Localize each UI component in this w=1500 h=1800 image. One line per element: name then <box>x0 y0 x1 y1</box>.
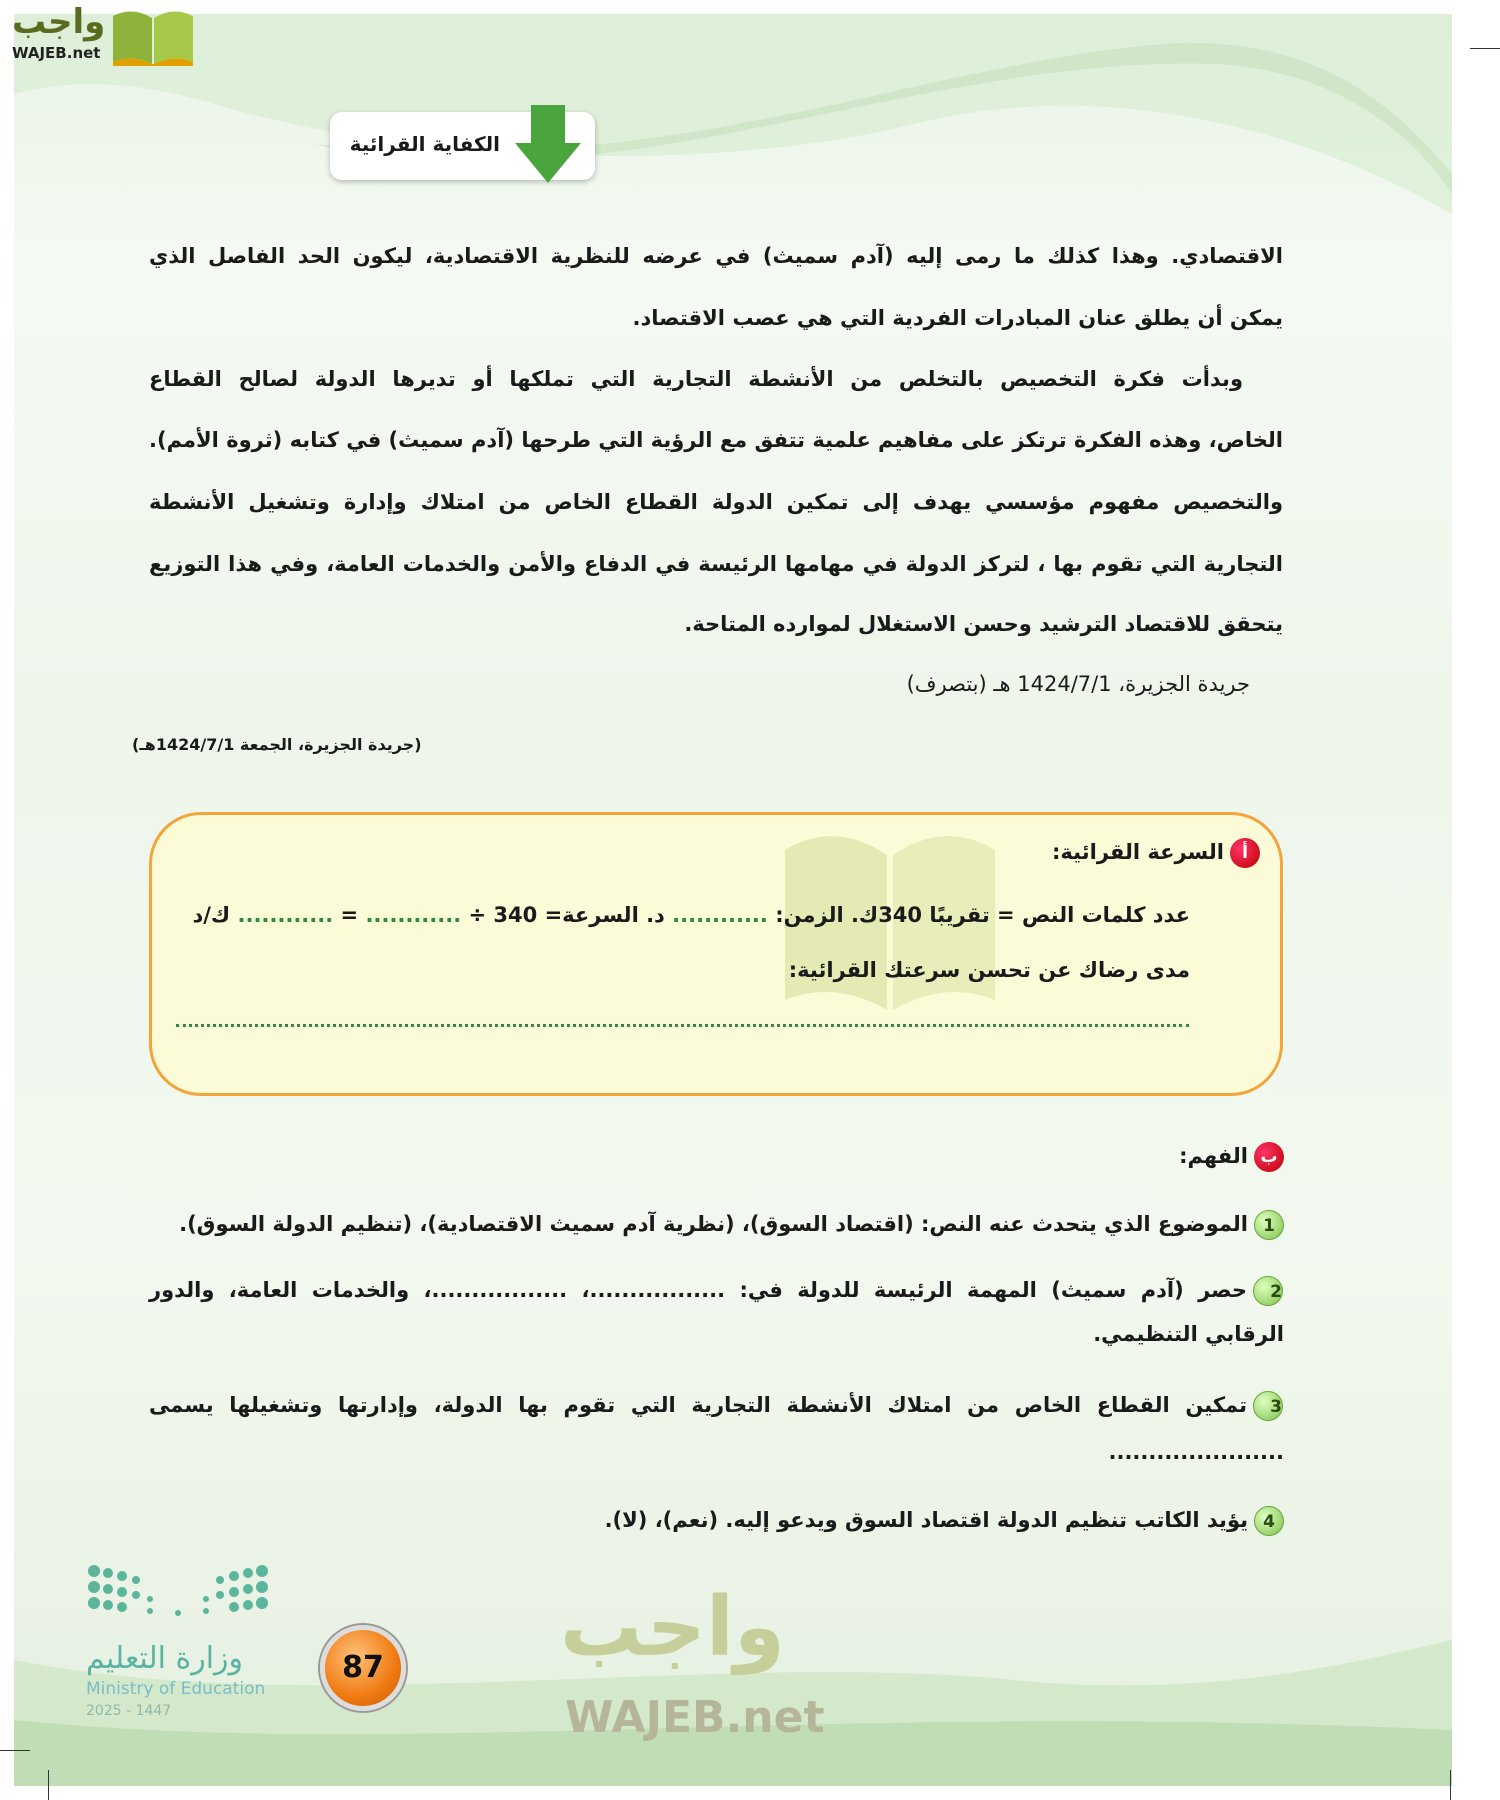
badge-a: أ <box>1230 838 1260 868</box>
ministry-name-arabic: وزارة التعليم <box>86 1641 244 1676</box>
badge-b: ب <box>1254 1142 1284 1172</box>
question-4 <box>605 1506 1284 1536</box>
logo-arabic: واجب <box>12 2 106 42</box>
number-badge: 4 <box>1254 1506 1284 1536</box>
answer-dotted-line[interactable] <box>176 1024 1189 1027</box>
watermark-english: WAJEB.net <box>565 1692 825 1743</box>
crop-mark <box>48 1770 49 1800</box>
question-text: حصر (آدم سميث) المهمة الرئيسة للدولة في: .................، .................، والخدمات العامة، والدور <box>149 1278 1247 1302</box>
speed-label: د. السرعة= 340 ÷ <box>468 903 665 927</box>
paragraph-line: يتحقق للاقتصاد الترشيد وحسن الاستغلال لموارده المتاحة. <box>684 612 1283 636</box>
paragraph-line: يمكن أن يطلق عنان المبادرات الفردية التي هي عصب الاقتصاد. <box>632 306 1283 330</box>
paragraph-line: والتخصيص مفهوم مؤسسي يهدف إلى تمكين الدولة القطاع الخاص من امتلاك وإدارة وتشغيل الأنشطة <box>149 490 1283 514</box>
crop-mark <box>1470 48 1500 49</box>
citation: (جريدة الجزيرة، الجمعة 1424/7/1هـ) <box>132 735 422 754</box>
source-line: جريدة الجزيرة، 1424/7/1 هـ (بتصرف) <box>906 672 1250 696</box>
ministry-dots-icon <box>86 1561 276 1641</box>
speed-unit: ك/د <box>192 903 231 927</box>
paragraph-line: وبدأت فكرة التخصيص بالتخلص من الأنشطة التجارية التي تملكها أو تديرها الدولة لصالح القطاع <box>149 367 1243 391</box>
question-1 <box>179 1210 1284 1240</box>
time-blank[interactable]: ............ <box>672 903 768 927</box>
speed-result-blank[interactable]: ............ <box>237 903 334 927</box>
comprehension-heading <box>1179 1142 1284 1172</box>
ministry-name-english: Ministry of Education <box>86 1679 266 1699</box>
section-title: الكفاية القرائية <box>349 132 500 156</box>
comprehension-heading-text: الفهم: <box>1179 1144 1248 1168</box>
equals-sign: = <box>340 903 359 927</box>
logo-english: WAJEB.net <box>12 44 101 62</box>
question-text: يؤيد الكاتب تنظيم الدولة اقتصاد السوق ويدعو إليه. (نعم)، (لا). <box>604 1508 1248 1532</box>
question-3 <box>149 1375 1283 1435</box>
watermark <box>560 1580 980 1760</box>
academic-years: 2025 - 1447 <box>86 1703 172 1719</box>
paragraph-line: الاقتصادي. وهذا كذلك ما رمى إليه (آدم سميث) في عرضه للنظرية الاقتصادية، ليكون الحد الفاصل الذي <box>149 244 1283 268</box>
number-badge: 3 <box>1253 1391 1283 1421</box>
wajeb-logo[interactable] <box>10 2 190 66</box>
crop-mark <box>0 1750 30 1751</box>
words-label: عدد كلمات النص = تقريبًا 340ك. الزمن: <box>775 903 1190 927</box>
watermark-arabic: واجب <box>560 1580 785 1675</box>
paragraph-line: الخاص، وهذه الفكرة ترتكز على مفاهيم علمية تتفق مع الرؤية التي طرحها (آدم سميث) في كتابه (ثروة الأمم). <box>149 428 1283 452</box>
question-2 <box>149 1260 1283 1320</box>
arrow-down-icon <box>515 105 585 185</box>
paragraph-line: التجارية التي تقوم بها ، لتركز الدولة في مهامها الرئيسة في الدفاع والأمن والخدمات العامة، وفي هذا التوزيع <box>149 552 1283 576</box>
speed-heading <box>1052 838 1260 868</box>
time-blank-2[interactable]: ............ <box>365 903 462 927</box>
number-badge: 1 <box>1254 1210 1284 1240</box>
question-text: الموضوع الذي يتحدث عنه النص: (اقتصاد السوق)، (نظرية آدم سميث الاقتصادية)، (تنظيم الدولة السوق). <box>179 1212 1248 1236</box>
satisfaction-question: مدى رضاك عن تحسن سرعتك القرائية: <box>788 958 1190 982</box>
ministry-logo <box>86 1561 286 1726</box>
speed-formula <box>192 903 1190 927</box>
question-2-cont: الرقابي التنظيمي. <box>1093 1322 1284 1346</box>
decorative-wave-top <box>14 14 1452 234</box>
book-icon <box>108 6 198 66</box>
crop-mark <box>1450 1770 1451 1800</box>
speed-heading-text: السرعة القرائية: <box>1052 840 1224 864</box>
number-badge: 2 <box>1253 1276 1283 1306</box>
page-number: 87 <box>320 1625 406 1711</box>
question-3-answer-blank[interactable]: ...................... <box>1108 1440 1284 1464</box>
question-text: تمكين القطاع الخاص من امتلاك الأنشطة التجارية التي تقوم بها الدولة، وإدارتها وتشغيلها يسمى <box>149 1393 1247 1417</box>
